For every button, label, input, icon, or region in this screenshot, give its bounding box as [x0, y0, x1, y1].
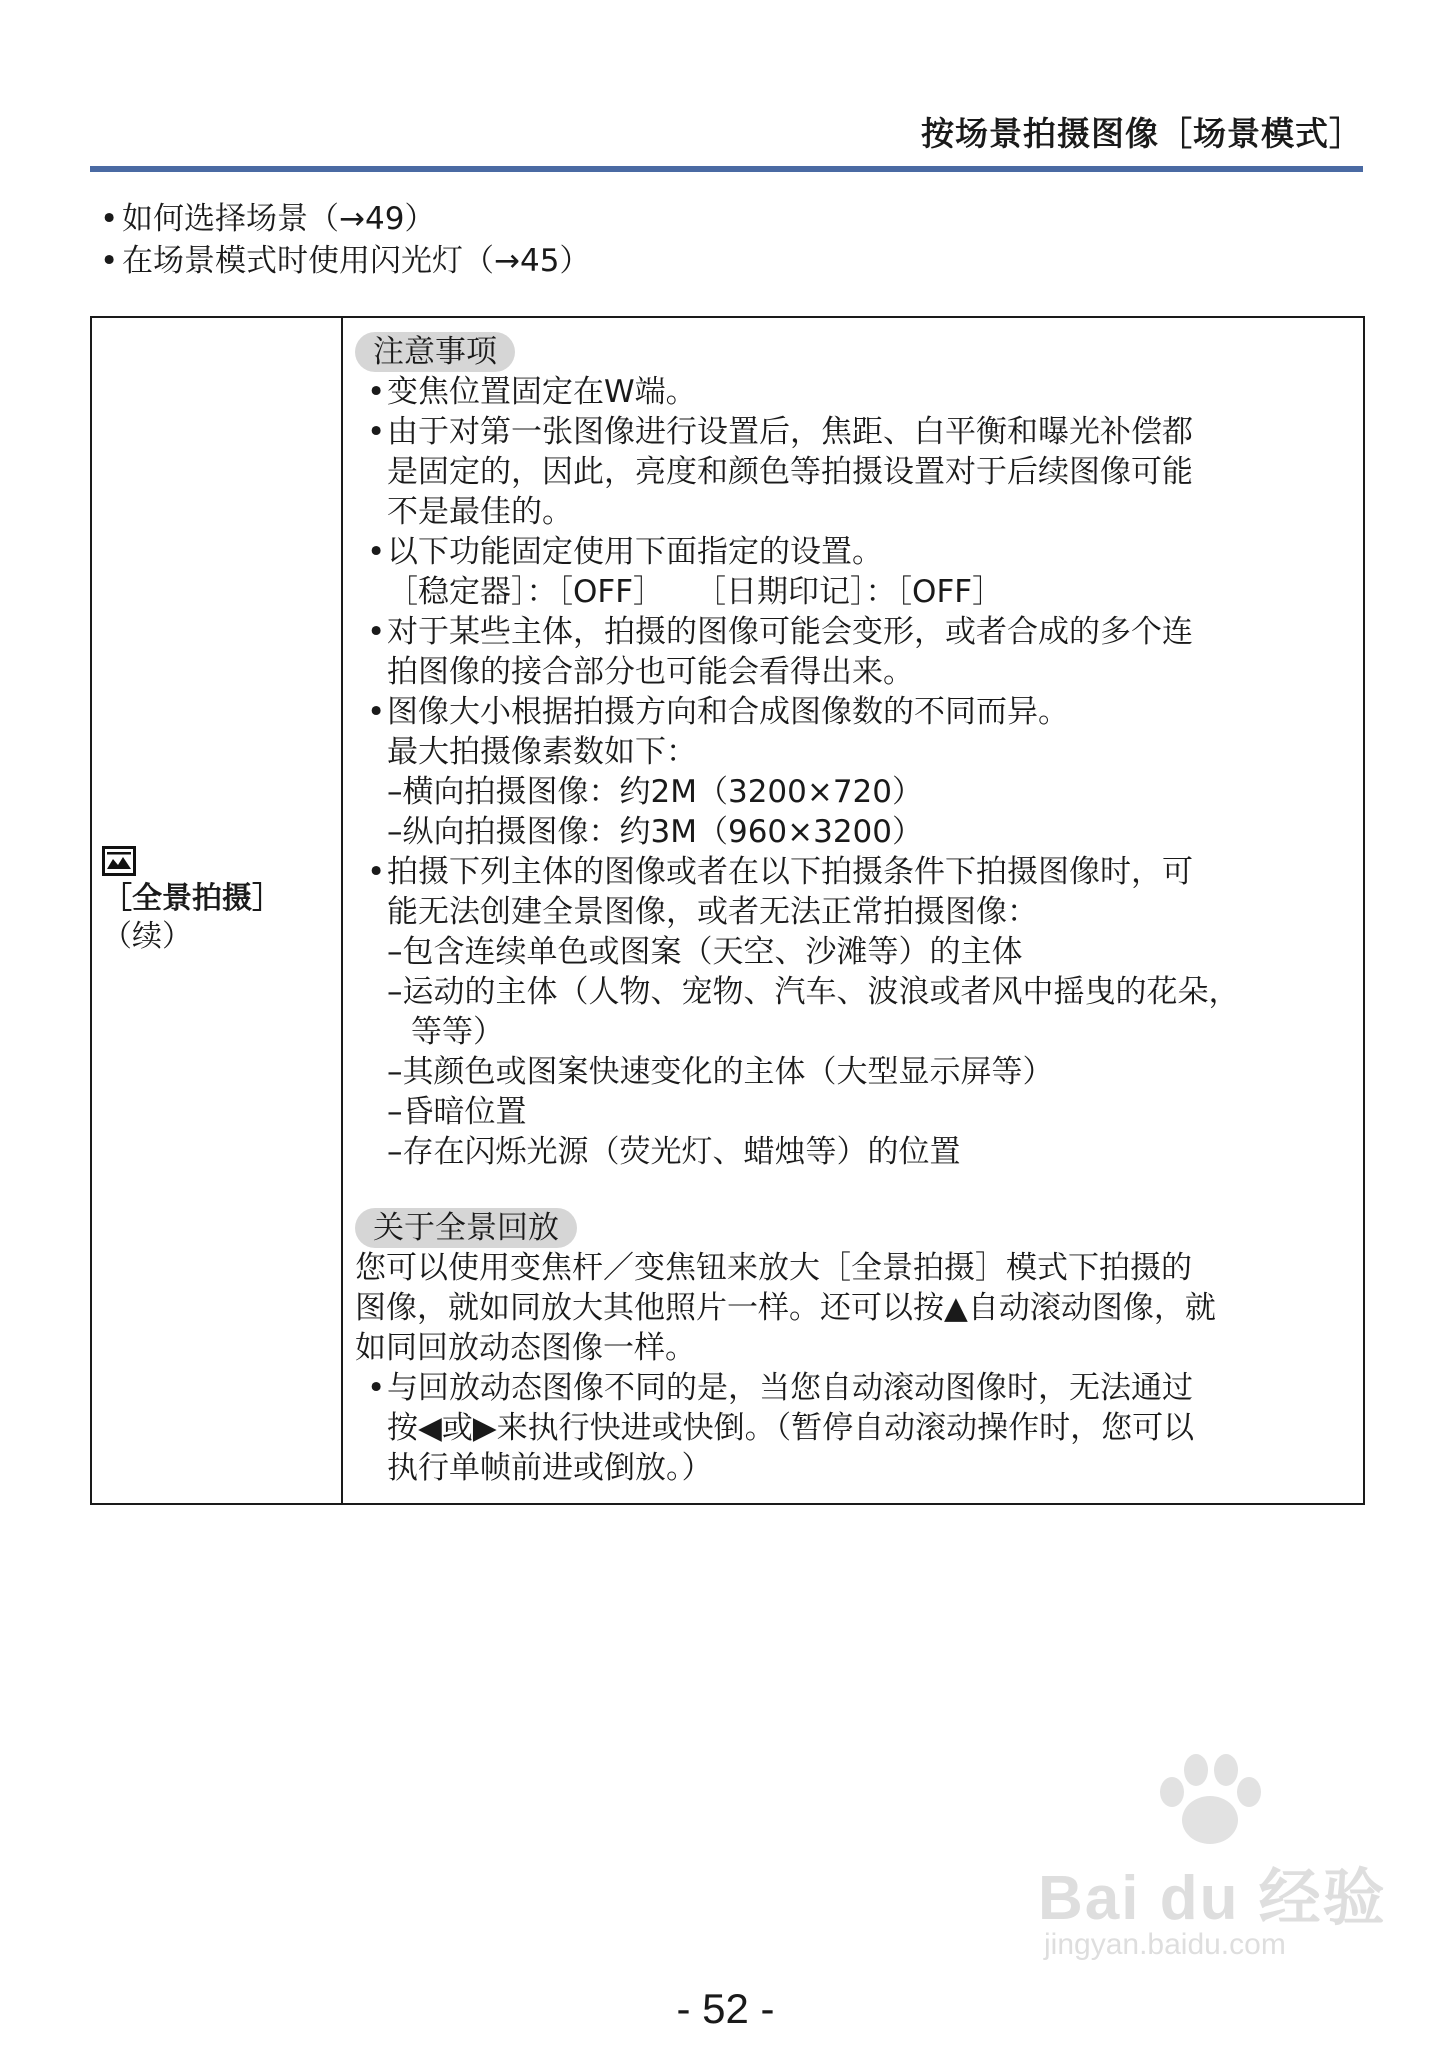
sub-item: –包含连续单色或图案（天空、沙滩等）的主体	[387, 934, 1023, 970]
paragraph-line: 您可以使用变焦杆／变焦钮来放大［全景拍摄］模式下拍摄的	[355, 1250, 1192, 1286]
list-item: • 对于某些主体，拍摄的图像可能会变形，或者合成的多个连	[355, 612, 1355, 652]
sub-item-cont: 等等）	[411, 1014, 504, 1050]
watermark	[1038, 1748, 1387, 1968]
sub-item: –存在闪烁光源（荧光灯、蜡烛等）的位置	[387, 1134, 961, 1170]
list-item-cont: 能无法创建全景图像，或者无法正常拍摄图像：	[387, 894, 1038, 930]
content-cell	[355, 332, 1355, 1488]
list-item: • 以下功能固定使用下面指定的设置。	[355, 532, 1355, 572]
playback-list	[355, 1368, 1355, 1488]
page-number: - 52 -	[676, 1985, 775, 2032]
paragraph-line: 如同回放动态图像一样。	[355, 1330, 696, 1366]
header-rule	[90, 166, 1363, 172]
mode-cell	[102, 846, 282, 956]
list-item: • 与回放动态图像不同的是，当您自动滚动图像时，无法通过	[355, 1368, 1355, 1408]
sub-item: –横向拍摄图像：约2M（3200×720）	[387, 774, 924, 810]
list-item-cont: 执行单帧前进或倒放。）	[387, 1450, 713, 1486]
list-item-cont: 拍图像的接合部分也可能会看得出来。	[387, 654, 914, 690]
sub-item: –其颜色或图案快速变化的主体（大型显示屏等）	[387, 1054, 1054, 1090]
header-title: 按场景拍摄图像［场景模式］	[921, 114, 1363, 153]
column-divider	[341, 318, 343, 1503]
sub-item: –运动的主体（人物、宠物、汽车、波浪或者风中摇曳的花朵，	[387, 974, 1240, 1010]
paw-icon	[1150, 1748, 1270, 1858]
list-item: • 由于对第一张图像进行设置后，焦距、白平衡和曝光补偿都	[355, 412, 1355, 452]
list-item: • 图像大小根据拍摄方向和合成图像数的不同而异。	[355, 692, 1355, 732]
notes-list	[355, 372, 1355, 1172]
list-item-cont: 最大拍摄像素数如下：	[387, 734, 697, 770]
fixed-settings: ［稳定器］：［OFF］ ［日期印记］：［OFF］	[387, 574, 1004, 610]
continued-label: （续）	[102, 919, 192, 954]
mode-name: ［全景拍摄］	[102, 881, 282, 916]
panorama-icon	[102, 846, 136, 876]
list-item: • 变焦位置固定在W端。	[355, 372, 1355, 412]
intro-item: • 在场景模式时使用闪光灯（→45）	[100, 240, 590, 282]
watermark-brand: Bai du 经验	[1038, 1864, 1387, 1933]
list-item-cont: 不是最佳的。	[387, 494, 573, 530]
sub-item: –昏暗位置	[387, 1094, 527, 1130]
notes-heading: 注意事项	[355, 332, 515, 372]
playback-paragraph	[355, 1248, 1355, 1368]
playback-heading: 关于全景回放	[355, 1208, 577, 1248]
list-item-cont: 是固定的，因此，亮度和颜色等拍摄设置对于后续图像可能	[387, 454, 1193, 490]
watermark-url: jingyan.baidu.com	[1044, 1928, 1286, 1961]
list-item-cont: 按◀或▶来执行快进或快倒。（暂停自动滚动操作时，您可以	[387, 1410, 1195, 1446]
paragraph-line: 图像，就如同放大其他照片一样。还可以按▲自动滚动图像，就	[355, 1290, 1216, 1326]
list-item: • 拍摄下列主体的图像或者在以下拍摄条件下拍摄图像时，可	[355, 852, 1355, 892]
intro-item: • 如何选择场景（→49）	[100, 198, 590, 240]
intro-list	[100, 198, 590, 282]
sub-item: –纵向拍摄图像：约3M（960×3200）	[387, 814, 924, 850]
info-table	[90, 316, 1365, 1505]
